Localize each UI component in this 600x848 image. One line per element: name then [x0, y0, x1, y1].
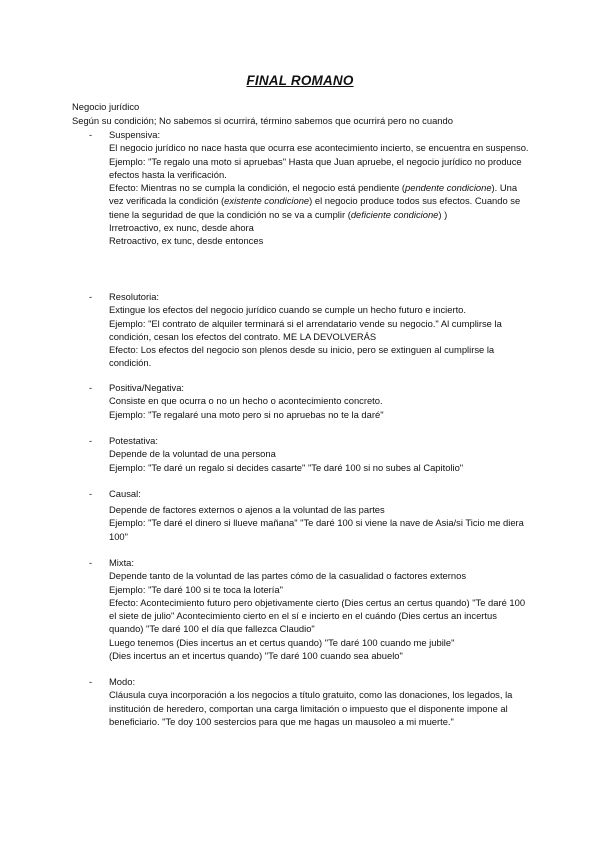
section-heading: Positiva/Negativa:	[109, 382, 185, 393]
section-body	[109, 447, 529, 474]
bullet-dash: -	[89, 676, 93, 687]
section-body	[109, 394, 529, 421]
paragraph: Efecto: Acontecimiento futuro pero objetivamente cierto (Dies certus an certus quando) "Te daré 100 el siete de julio" Acontecimiento cierto en el sí e incierto en el cuándo (Dies certus an incertus quando) "Te daré 100 el día que fallezca Claudio"	[109, 596, 526, 635]
paragraph: Retroactivo, ex tunc, desde entonces	[109, 235, 264, 247]
paragraph: Extingue los efectos del negocio jurídico cuando se cumple un hecho futuro e incierto.	[109, 304, 466, 316]
paragraph: Efecto: Los efectos del negocio son plenos desde su inicio, pero se extinguen al cumplirse la condición.	[109, 344, 495, 369]
section-heading: Potestativa:	[109, 435, 158, 446]
section-body	[109, 141, 529, 247]
paragraph: El negocio jurídico no nace hasta que ocurra ese acontecimiento incierto, se encuentra en suspenso.	[109, 142, 529, 154]
section-heading: Modo:	[109, 676, 136, 687]
paragraph: Depende de factores externos o ajenos a la voluntad de las partes	[109, 504, 385, 515]
section-body	[109, 503, 529, 543]
bullet-dash: -	[89, 291, 93, 302]
intro-text: Según su condición; No sabemos si ocurrirá, término sabemos que ocurrirá pero no cuando	[72, 115, 453, 126]
bullet-dash: -	[89, 557, 93, 568]
bullet-dash: -	[89, 129, 93, 140]
paragraph: Ejemplo: "El contrato de alquiler terminará si el arrendatario vende su negocio." Al cumplirse la condición, cesan los efectos del contrato. ME LA DEVOLVERÁS	[109, 317, 502, 342]
text-run: Efecto: Mientras no se cumpla la condición, el negocio está pendiente (	[109, 182, 406, 194]
text-run: ). Una vez verificada la condición (	[109, 182, 518, 207]
section-heading: Resolutoria:	[109, 291, 160, 302]
text-run: ) )	[438, 208, 448, 220]
section-heading: Suspensiva:	[109, 129, 161, 140]
paragraph: Consiste en que ocurra o no un hecho o acontecimiento concreto.	[109, 395, 383, 407]
italic-term: existente condicione	[224, 195, 310, 207]
paragraph: Ejemplo: "Te regalaré una moto pero si no apruebas no te la daré"	[109, 408, 384, 420]
paragraph: Ejemplo: "Te daré el dinero si llueve mañana" "Te daré 100 si viene la nave de Asia/si Ticio me diera 100"	[109, 517, 524, 542]
bullet-dash: -	[89, 382, 93, 393]
intro-heading: Negocio jurídico	[72, 101, 140, 112]
paragraph: Ejemplo: "Te regalo una moto si apruebas" Hasta que Juan apruebe, el negocio jurídico no produce efectos hasta la verificación.	[109, 155, 522, 180]
bullet-dash: -	[89, 435, 93, 446]
paragraph: Ejemplo: "Te daré 100 si te toca la lotería"	[109, 583, 283, 595]
paragraph: Ejemplo: "Te daré un regalo si decides casarte" "Te daré 100 si no subes al Capitolio"	[109, 461, 464, 473]
paragraph: Irretroactivo, ex nunc, desde ahora	[109, 222, 254, 234]
bullet-dash: -	[89, 488, 93, 499]
text-run: ) el negocio produce todos sus efectos. Cuando se tiene la seguridad de que la condición no se va a cumplir (	[109, 195, 521, 220]
italic-term: pendente condicione	[405, 182, 492, 194]
italic-term: deficiente condicione	[350, 208, 439, 220]
section-body	[109, 569, 529, 662]
paragraph: Depende de la voluntad de una persona	[109, 448, 276, 460]
paragraph: Luego tenemos (Dies incertus an et certus quando) "Te daré 100 cuando me jubile"	[109, 636, 455, 648]
paragraph: Depende tanto de la voluntad de las partes cómo de la casualidad o factores externos	[109, 570, 467, 582]
paragraph: Cláusula cuya incorporación a los negocios a título gratuito, como las donaciones, los legados, la institución de heredero, comportan una carga limitación o impuesto que el disponente impone al beneficiario. "Te doy 100 sestercios para que me hagas un mausoleo a mi muerte."	[109, 689, 513, 727]
section-heading: Mixta:	[109, 557, 135, 568]
intro	[72, 100, 453, 128]
section-body	[109, 303, 529, 369]
section-body	[109, 688, 529, 728]
paragraph: (Dies incertus an et incertus quando) "Te daré 100 cuando sea abuelo"	[109, 650, 403, 662]
paragraph	[109, 181, 529, 221]
section-heading: Causal:	[109, 488, 141, 499]
page-title: FINAL ROMANO	[246, 73, 354, 88]
